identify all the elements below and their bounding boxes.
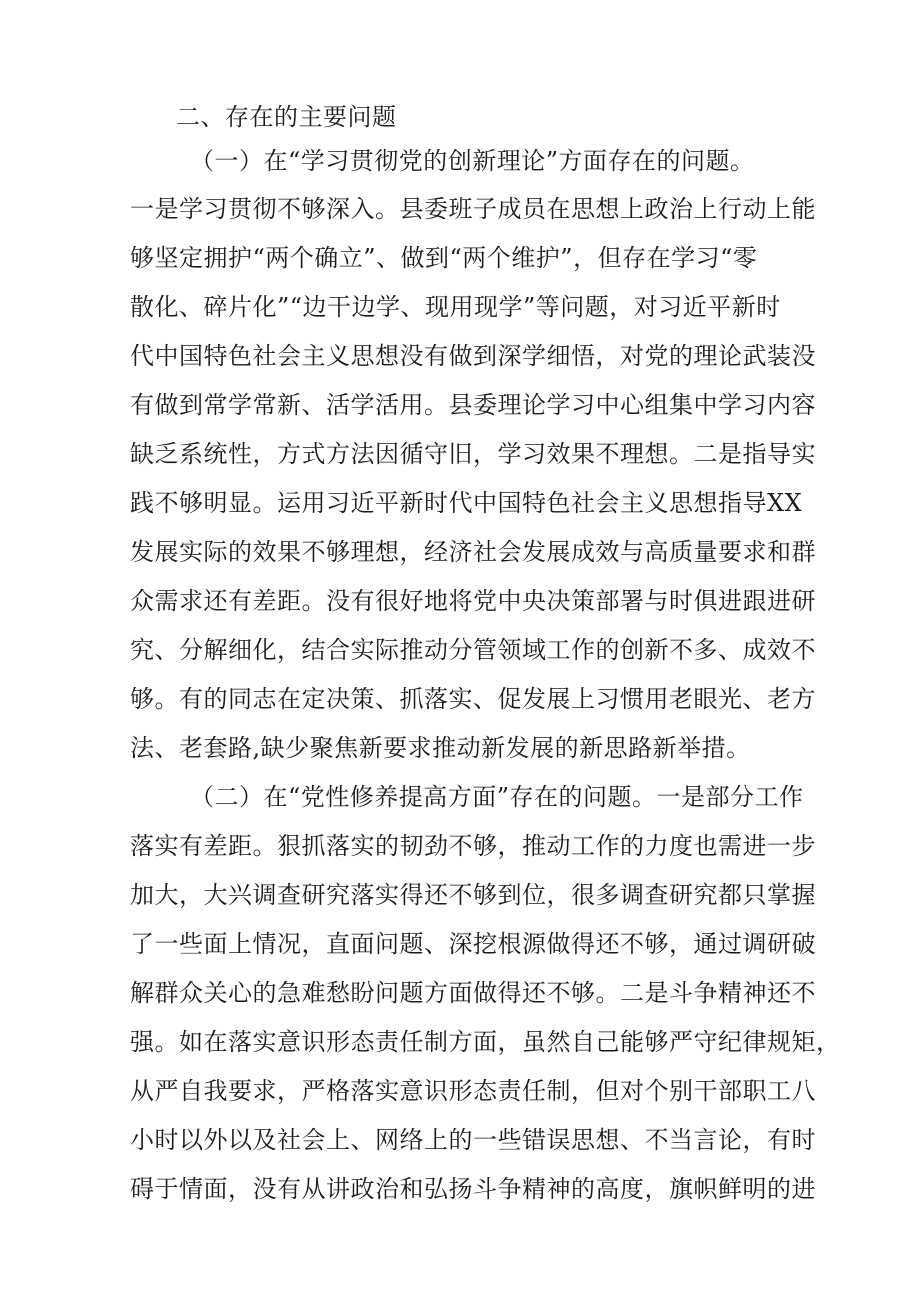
subsection-heading-2: （二）在“党性修养提高方面”存在的问题。一是部分工作 xyxy=(190,783,804,811)
section-heading: 二、存在的主要问题 xyxy=(176,103,397,131)
body-line: 缺乏系统性，方式方法因循守旧，学习效果不理想。二是指导实 xyxy=(130,440,816,468)
subsection-heading-1: （一）在“学习贯彻党的创新理论”方面存在的问题。 xyxy=(190,147,755,175)
body-line: 从严自我要求，严格落实意识形态责任制，但对个别干部职工八 xyxy=(130,1077,816,1105)
body-line: 发展实际的效果不够理想，经济社会发展成效与高质量要求和群 xyxy=(130,538,816,566)
body-line: 够坚定拥护“两个确立”、做到“两个维护”，但存在学习“零 xyxy=(130,244,758,272)
body-line: 众需求还有差距。没有很好地将党中央决策部署与时俱进跟进研 xyxy=(130,587,816,615)
body-line: 了一些面上情况，直面问题、深挖根源做得还不够，通过调研破 xyxy=(130,930,816,958)
body-line: 法、老套路,缺少聚焦新要求推动新发展的新思路新举措。 xyxy=(130,734,751,762)
body-line: 碍于情面，没有从讲政治和弘扬斗争精神的高度，旗帜鲜明的进 xyxy=(130,1175,816,1203)
body-line: 代中国特色社会主义思想没有做到深学细悟，对党的理论武装没 xyxy=(130,342,816,370)
body-line: 落实有差距。狠抓落实的韧劲不够，推动工作的力度也需进一步 xyxy=(130,832,816,860)
body-line: 一是学习贯彻不够深入。县委班子成员在思想上政治上行动上能 xyxy=(130,195,816,223)
body-line: 究、分解细化，结合实际推动分管领域工作的创新不多、成效不 xyxy=(130,636,816,664)
body-line: 践不够明显。运用习近平新时代中国特色社会主义思想指导XX xyxy=(130,489,803,517)
body-line: 够。有的同志在定决策、抓落实、促发展上习惯用老眼光、老方 xyxy=(130,685,816,713)
body-line: 加大，大兴调查研究落实得还不够到位，很多调查研究都只掌握 xyxy=(130,881,816,909)
body-line: 散化、碎片化”“边干边学、现用现学”等问题，对习近平新时 xyxy=(130,293,781,321)
body-line: 解群众关心的急难愁盼问题方面做得还不够。二是斗争精神还不 xyxy=(130,979,816,1007)
body-line: 强。如在落实意识形态责任制方面，虽然自己能够严守纪律规矩， xyxy=(130,1028,841,1056)
body-line: 有做到常学常新、活学活用。县委理论学习中心组集中学习内容 xyxy=(130,391,816,419)
body-line: 小时以外以及社会上、网络上的一些错误思想、不当言论，有时 xyxy=(130,1126,816,1154)
